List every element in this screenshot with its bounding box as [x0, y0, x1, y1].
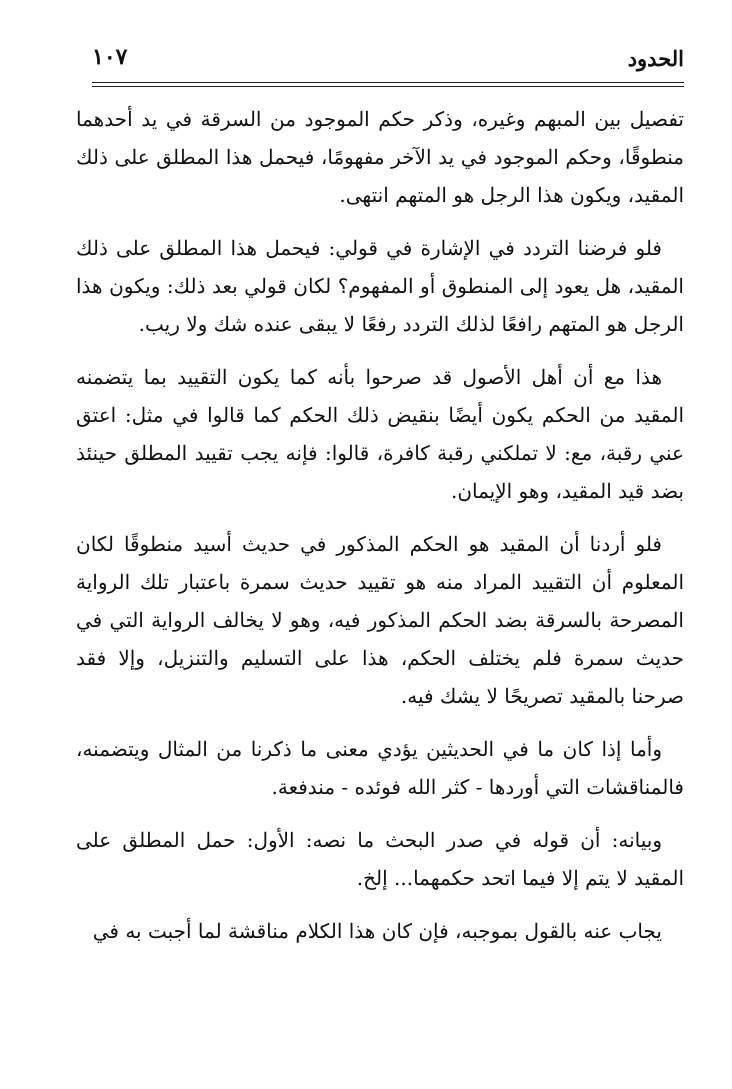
- header-rule-top: [92, 82, 684, 83]
- paragraph-6: وبيانه: أن قوله في صدر البحث ما نصه: الأول: حمل المطلق على المقيد لا يتم إلا فيما اتحد حكمهما... إلخ.: [76, 828, 684, 890]
- page-number: ١٠٧: [92, 44, 128, 70]
- page-header: [92, 44, 684, 76]
- header-rule-bottom: [92, 86, 684, 87]
- paragraph-1: تفصيل بين المبهم وغيره، وذكر حكم الموجود من السرقة في يد أحدهما منطوقًا، وحكم الموجود في يد الآخر مفهومًا، فيحمل هذا المطلق على ذلك المقيد، ويكون هذا الرجل هو المتهم انتهى.: [76, 107, 684, 207]
- paragraph-2: فلو فرضنا التردد في الإشارة في قولي: فيحمل هذا المطلق على ذلك المقيد، هل يعود إلى المنطوق أو المفهوم؟ لكان قولي بعد ذلك: ويكون هذا الرجل هو المتهم رافعًا لذلك التردد رفعًا لا يبقى عنده شك ولا ريب.: [76, 236, 684, 336]
- paragraph-5: وأما إذا كان ما في الحديثين يؤدي معنى ما ذكرنا من المثال ويتضمنه، فالمناقشات التي أوردها - كثر الله فوئده - مندفعة.: [76, 737, 684, 799]
- paragraph-4: فلو أردنا أن المقيد هو الحكم المذكور في حديث أسيد منطوقًا لكان المعلوم أن التقييد المراد منه هو تقييد حديث سمرة باعتبار تلك الرواية المصرحة بالسرقة بضد الحكم المذكور فيه، وهو لا يخالف الرواية التي في حديث سمرة فلم يختلف الحكم، هذا على التسليم والتنزيل، وإلا فقد صرحنا بالمقيد تصريحًا لا يشك فيه.: [76, 532, 684, 708]
- paragraph-7: يجاب عنه بالقول بموجبه، فإن كان هذا الكلام مناقشة لما أجبت به في: [92, 919, 662, 943]
- paragraph-3: هذا مع أن أهل الأصول قد صرحوا بأنه كما يكون التقييد بما يتضمنه المقيد من الحكم يكون أيضًا بنقيض ذلك الحكم كما قالوا في مثل: اعتق عني رقبة، مع: لا تملكني رقبة كافرة، قالوا: فإنه يجب تقييد المطلق حينئذ بضد قيد المقيد، وهو الإيمان.: [76, 365, 684, 503]
- body-text: [76, 100, 684, 965]
- running-title: الحدود: [627, 46, 684, 71]
